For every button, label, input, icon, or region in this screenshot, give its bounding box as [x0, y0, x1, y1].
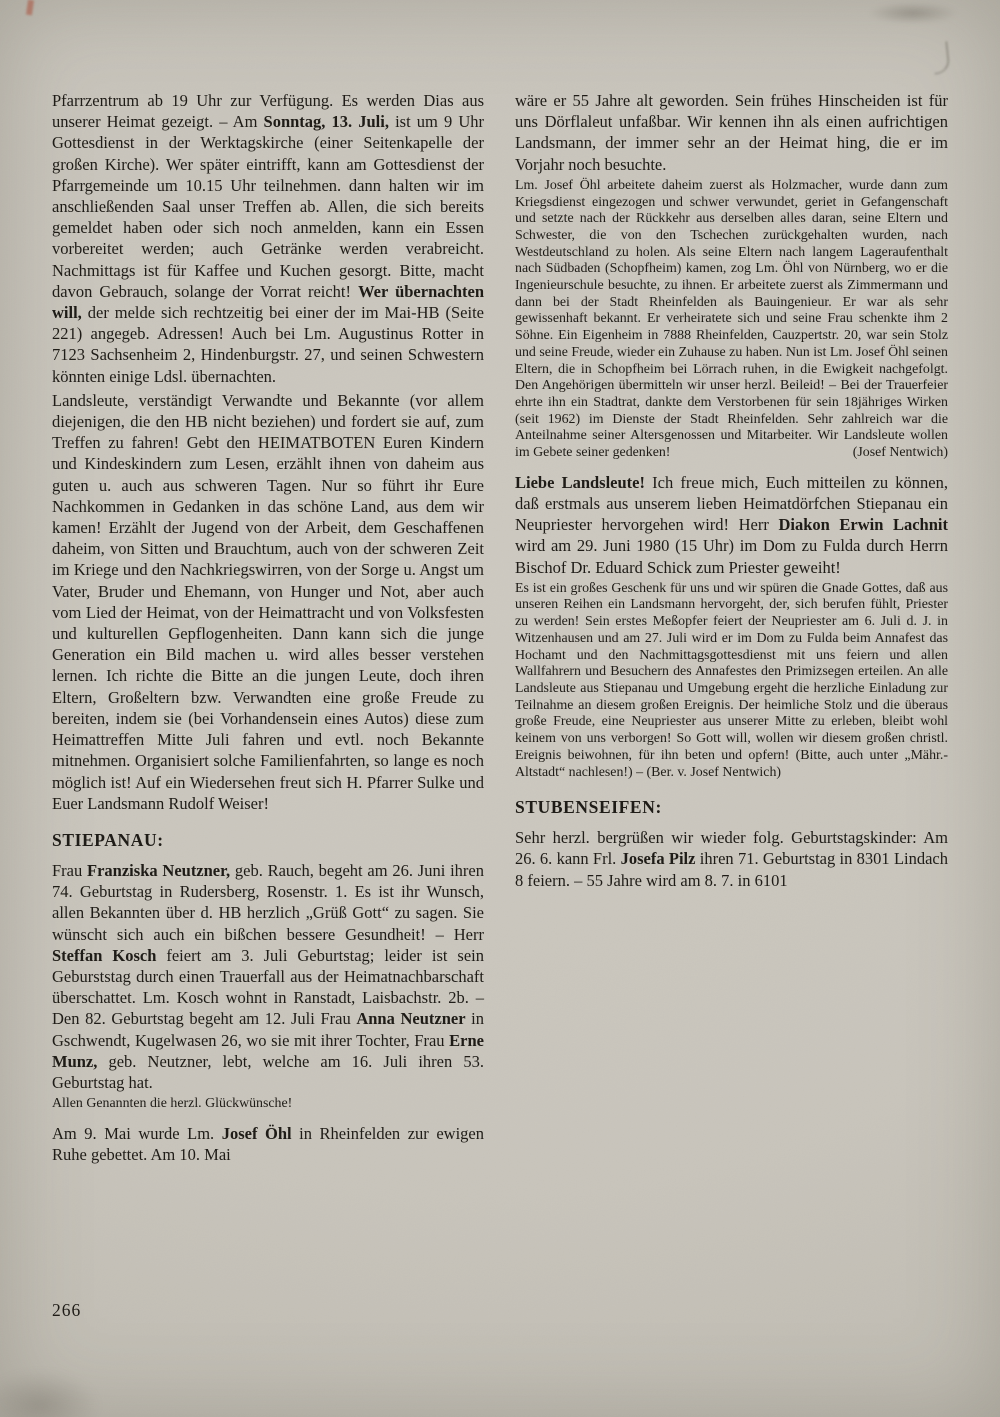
bold-text-run: Steffan Kosch — [52, 945, 157, 965]
column-right — [515, 90, 948, 1168]
bold-text-run: Anna Neutzner — [356, 1009, 466, 1029]
text-run: geb. Neutzner, lebt, welche am 16. Juli ihren 53. Geburtstag hat. — [52, 1051, 484, 1092]
text-run: Pfarrzentrum ab 19 Uhr zur Verfügung. Es werden Dias aus unserer Heimat gezeigt. – Am — [52, 91, 484, 132]
scan-smudge-top-right — [868, 2, 958, 24]
bold-text-run: Josef Öhl — [221, 1123, 292, 1143]
text-run: Lm. Josef Öhl arbeitete daheim zuerst als Holzmacher, wurde dann zum Kriegsdienst eingezogen und schwer verwundet, geriet in Gefangenschaft und setzte nach der Rückkehr aus derselben alles daran, seine Eltern und Schwester, die von den Tschechen zurückgehalten wurden, nach Westdeutschland zu holen. Als seine Eltern nach langem Lageraufenthalt nach Südbaden (Schopfheim) kamen, zog Lm. Öhl von Nürnberg, wo er die Ingenieurschule besuchte, zu ihnen. Er arbeitete zuerst als Zimmermann und dann bei der Stadt Rheinfelden als Bauingenieur. Er war als sehr gewissenhaft bekannt. Er verheiratete sich und seine Frau schenkte ihm 2 Söhne. Ein Eigenheim in 7888 Rheinfelden, Cauzpertstr. 20, war sein Stolz und seine Freude, wieder ein Zuhause zu haben. Nun ist Lm. Josef Öhl seinen Eltern, die in Schopfheim bei Lörrach ruhen, in die Ewigkeit nachgefolgt. Den Angehörigen übermitteln wir unser herzl. Beileid! – Bei der Trauerfeier ehrte ihn ein Stadtrat, dankte dem Verstorbenen für sein 18jähriges Wirken (seit 1962) im Dienste der Stadt Rheinfelden. Sehr zahlreich war die Anteilnahme seiner Altersgenossen und Mitarbeiter. Wir Landsleute wollen im Gebete seiner gedenken! — [515, 177, 948, 461]
text-run: Allen Genannten die herzl. Glückwünsche! — [52, 1096, 293, 1112]
paragraph — [52, 860, 484, 1093]
bold-text-run: STUBENSEIFEN: — [515, 797, 662, 818]
paragraph — [52, 1096, 484, 1113]
paragraph — [515, 581, 948, 781]
paragraph — [52, 1123, 484, 1165]
text-run: ihren 71. Geburtstag in 8301 Lindach 8 feiern. – 55 Jahre wird am 8. 7. in 6101 — [515, 849, 949, 890]
scan-red-mark — [26, 0, 34, 15]
text-run: in Rheinfelden zur ewigen Ruhe gebettet. Am 10. Mai — [52, 1123, 484, 1165]
scan-smudge-bottom-left — [0, 1370, 100, 1417]
text-run: der melde sich rechtzeitig bei einer der im Mai-HB (Seite 221) angegeb. Adressen! Auch bei Lm. Augustinus Rotter in 7123 Sachsenheim 2, Hindenburgstr. 27, und seinen Schwestern könnten einige Ldsl. übernachten. — [52, 303, 484, 386]
page-number: 266 — [52, 1300, 82, 1320]
text-run: geb. Rauch, begeht am 26. Juni ihren 74. Geburtstag in Rudersberg, Rosenstr. 1. Es ist ihr Wunsch, allen Bekannten über d. HB herzlich „Grüß Gott“ zu sagen. Sie wünscht sich auch ein bißchen bessere Gesundheit! – Herr — [52, 860, 484, 944]
text-run: Sehr herzl. bergrüßen wir wieder folg. Geburtstagskinder: Am 26. 6. kann Frl. — [515, 828, 948, 869]
text-run: in Gschwendt, Kugelwasen 26, wo sie mit ihrer Tochter, Frau — [52, 1009, 485, 1050]
bold-text-run: Erne Munz, — [52, 1030, 484, 1071]
paragraph — [515, 472, 948, 578]
bold-text-run: Liebe Landsleute! — [515, 472, 645, 492]
text-run: Landsleute, verständigt Verwandte und Bekannte (vor allem diejenigen, die den HB nicht beziehen) und fordert sie auf, zum Treffen zu fahren! Gebt den HEIMATBOTEN Euren Kindern und Kindeskindern zum Lesen, erzählt ihnen von daheim aus guten u. auch aus schweren Tagen. Nur so führt ihr Eure Nachkommen in Gedanken in das schöne Land, aus dem wir kamen! Erzählt der Jugend von der Arbeit, dem Geschaffenen daheim, von Sitten und Brauchtum, auch von der schweren Zeit im Kriege und den Nachkriegswirren, von der Sorge u. Angst um Vater, Bruder und Ehemann, von Hunger und Not, aber auch vom Lied der Heimat, von der Heimattracht und von Volksfesten und kulturellen Gepflogenheiten. Dann kann sich die junge Generation ein Bild machen u. wird alles besser verstehen lernen. Ich richte die Bitte an die jungen Leute, doch ihren Eltern, Großeltern bzw. Verwandten eine große Freude zu bereiten, indem sie (bei Vorhandensein eines Autos) diese zum Heimattreffen Mitte Juli fahren und evtl. noch Bekannte mitnehmen. Organisiert solche Familienfahrten, so lange es noch möglich ist! Auf ein Wiedersehen freut sich H. Pfarrer Sulke und Euer Landsmann Rudolf Weiser! — [52, 390, 484, 813]
section-heading — [515, 796, 948, 818]
text-run: ist um 9 Uhr Gottesdienst in der Werktagskirche (einer Seitenkapelle der großen Kirche). Wer später eintrifft, kann am Gottesdienst der Pfarrgemeinde um 10.15 Uhr teilnehmen. dann halten wir im anschließenden Saal unser Treffen ab. Allen, die sich bereits gemeldet haben oder sich noch anmelden, kann ein Essen vorbereitet werden; auch Getränke werden verabreicht. Nachmittags ist für Kaffee und Kuchen gesorgt. Bitte, macht davon Gebrauch, solange der Vorrat reicht! — [52, 112, 484, 301]
paragraph — [515, 827, 948, 891]
text-run: Am 9. Mai wurde Lm. — [52, 1123, 222, 1143]
bold-text-run: STIEPANAU: — [52, 829, 164, 850]
column-left — [52, 90, 484, 1168]
text-run: Ich freue mich, Euch mitteilen zu können, daß erstmals aus unserem lieben Heimatdörfchen Stiepanau ein Neupriester hervorgehen wird! Herr — [515, 472, 948, 535]
text-run: wäre er 55 Jahre alt geworden. Sein frühes Hinscheiden ist für uns Dörflaleut unfaßbar. Wir kennen ihn als einen aufrichtigen Landsmann, der immer sehr an der Heimat hing, die er im Vorjahr noch besuchte. — [515, 91, 948, 174]
text-run: wird am 29. Juni 1980 (15 Uhr) im Dom zu Fulda durch Herrn Bischof Dr. Eduard Schick zum Priester geweiht! — [515, 536, 948, 577]
text-run: feiert am 3. Juli Geburtstag; leider ist sein Geburststag durch einen Trauerfall aus der Heimatnachbarschaft überschattet. Lm. Kosch wohnt in Ranstadt, Laisbachstr. 2b. – Den 82. Geburtstag begeht am 12. Juli Frau — [52, 945, 484, 1029]
page-content — [52, 90, 948, 1168]
section-heading — [52, 829, 484, 851]
text-run: Frau — [52, 860, 88, 880]
paragraph — [515, 178, 948, 462]
scan-pencil-squiggle — [931, 41, 950, 74]
author-signature: (Josef Nentwich) — [852, 445, 948, 461]
paragraph — [52, 390, 484, 814]
paragraph — [52, 90, 484, 387]
paragraph — [515, 90, 948, 175]
bold-text-run: Josefa Pilz — [620, 849, 696, 869]
bold-text-run: Franziska Neutzner, — [87, 860, 231, 880]
text-run: Es ist ein großes Geschenk für uns und wir spüren die Gnade Gottes, daß aus unseren Reihen ein Landsmann hervorgeht, der, sich berufen fühlt, Priester zu werden! Sein erstes Meßopfer feiert der Neupriester am 6. Juli d. J. in Witzenhausen und am 27. Juli wird er im Dom zu Fulda beim Annafest das Hochamt und den Nachmittagsgottesdienst mit uns feiern und allen Wallfahrern und Besuchern des Annafestes den Primizsegen erteilen. An alle Landsleute aus Stiepanau und Umgebung ergeht die herzliche Einladung zur Teilnahme an diesem großen Ereignis. Der heimliche Stolz und die überaus große Freude, eine Neupriester aus unserer Mitte zu erleben, bleibt wohl keinem von uns verborgen! So Gott will, wollen wir diesem großen christl. Ereignis beiwohnen, für ihn beten und opfern! (Bitte, auch unter „Mähr.-Altstadt“ nachlesen!) – (Ber. v. Josef Nentwich) — [515, 580, 948, 780]
bold-text-run: Diakon Erwin Lachnit — [778, 515, 948, 535]
bold-text-run: Wer übernachten will, — [52, 281, 484, 323]
bold-text-run: Sonntag, 13. Juli, — [263, 112, 389, 132]
